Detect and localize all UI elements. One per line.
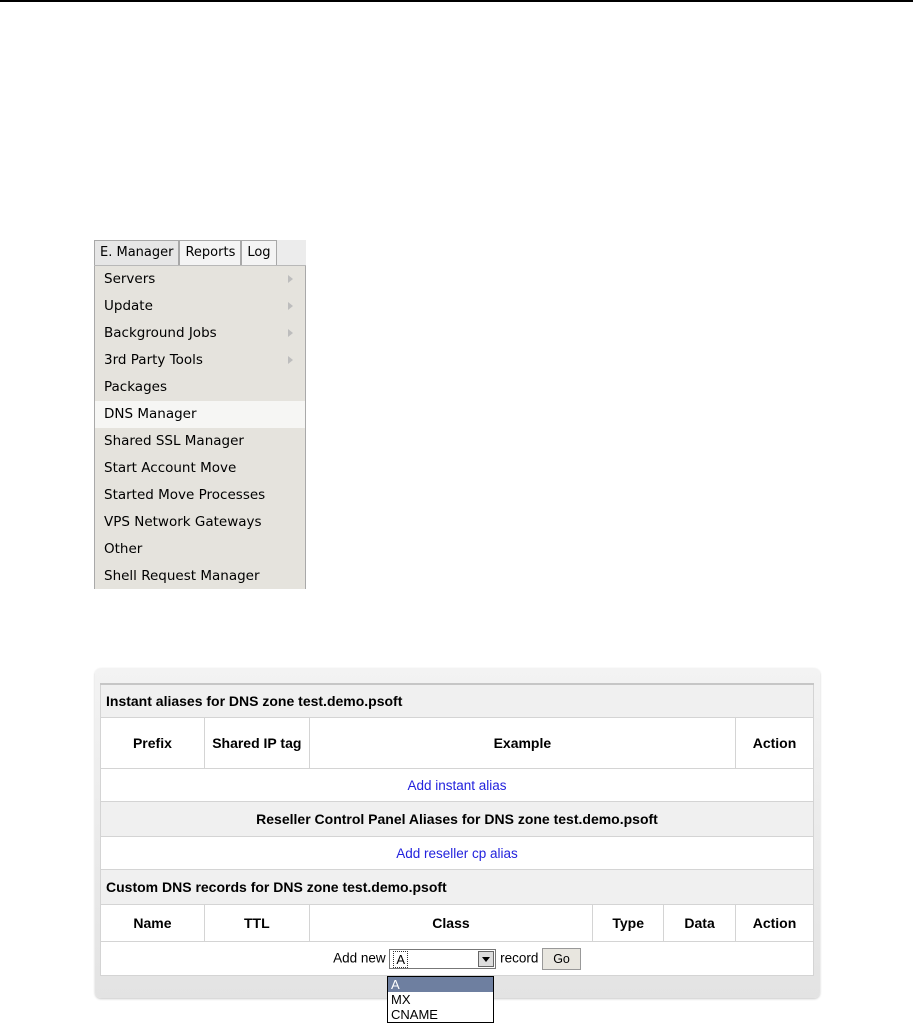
reseller-aliases-title: Reseller Control Panel Aliases for DNS zone test.demo.psoft xyxy=(101,802,814,837)
menu-item-update[interactable]: Update xyxy=(95,293,305,320)
custom-dns-records-title: Custom DNS records for DNS zone test.demo.psoft xyxy=(101,870,814,905)
menu-item-servers[interactable]: Servers xyxy=(95,266,305,293)
add-record-row xyxy=(101,942,814,976)
dns-zone-table xyxy=(100,683,814,976)
col-shared-ip-tag: Shared IP tag xyxy=(204,718,309,769)
dns-zone-panel xyxy=(95,668,820,998)
record-type-value: A xyxy=(393,951,408,968)
menu-item-dns-manager[interactable]: DNS Manager xyxy=(95,401,305,428)
submenu-arrow-icon xyxy=(288,329,293,337)
submenu-arrow-icon xyxy=(288,356,293,364)
col-name: Name xyxy=(101,905,205,942)
col-action: Action xyxy=(736,718,814,769)
menu-item-shared-ssl-manager[interactable]: Shared SSL Manager xyxy=(104,433,244,449)
add-new-label: Add new xyxy=(333,950,386,966)
submenu-arrow-icon xyxy=(288,275,293,283)
menu-item-3rd-party-tools[interactable]: 3rd Party Tools xyxy=(95,347,305,374)
e-manager-dropdown xyxy=(94,266,306,589)
tab-log[interactable]: Log xyxy=(241,240,276,265)
add-reseller-cp-alias-link[interactable]: Add reseller cp alias xyxy=(396,845,518,861)
menu-panel xyxy=(94,240,306,589)
option-a[interactable]: A xyxy=(388,977,493,992)
submenu-arrow-icon xyxy=(288,302,293,310)
col-ttl: TTL xyxy=(204,905,309,942)
menu-item-packages[interactable]: Packages xyxy=(104,379,167,395)
instant-aliases-title: Instant aliases for DNS zone test.demo.psoft xyxy=(101,684,814,718)
menu-item-started-move-processes[interactable]: Started Move Processes xyxy=(104,487,266,503)
top-border xyxy=(0,0,913,2)
col-example: Example xyxy=(309,718,735,769)
option-mx[interactable]: MX xyxy=(391,992,411,1007)
record-type-select[interactable] xyxy=(389,949,496,969)
menu-item-other[interactable]: Other xyxy=(104,541,143,557)
col-data: Data xyxy=(664,905,736,942)
menu-item-vps-network-gateways[interactable]: VPS Network Gateways xyxy=(104,514,262,530)
option-cname[interactable]: CNAME xyxy=(391,1007,438,1022)
col-type: Type xyxy=(593,905,664,942)
tab-e-manager[interactable]: E. Manager xyxy=(94,240,179,265)
go-button[interactable]: Go xyxy=(542,948,581,970)
col-action-records: Action xyxy=(736,905,814,942)
menu-item-background-jobs[interactable]: Background Jobs xyxy=(95,320,305,347)
col-class: Class xyxy=(309,905,592,942)
menu-bar xyxy=(94,240,306,266)
add-instant-alias-link[interactable]: Add instant alias xyxy=(407,777,507,793)
record-type-options xyxy=(387,976,494,1023)
menu-item-shell-request-manager[interactable]: Shell Request Manager xyxy=(104,568,260,584)
col-prefix: Prefix xyxy=(101,718,205,769)
menu-item-start-account-move[interactable]: Start Account Move xyxy=(104,460,237,476)
dropdown-arrow-icon[interactable] xyxy=(478,951,494,967)
record-label: record xyxy=(500,950,539,966)
tab-reports[interactable]: Reports xyxy=(179,240,241,265)
